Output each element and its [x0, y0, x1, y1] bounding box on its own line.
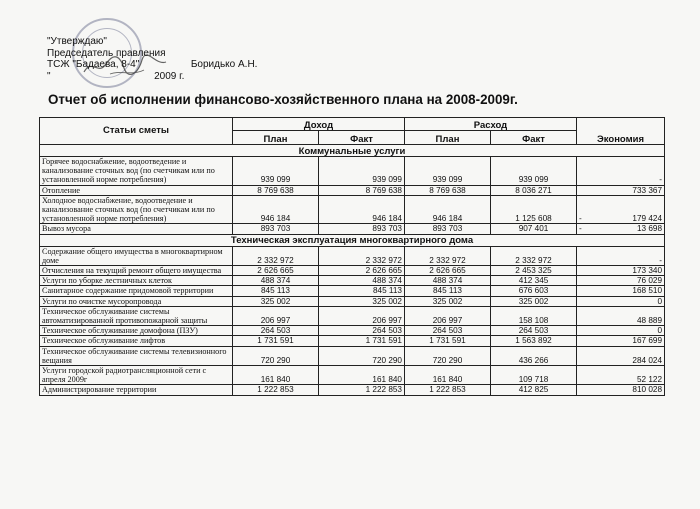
- income-fact-cell: 206 997: [319, 306, 405, 325]
- row-name: Отчисления на текущий ремонт общего имущества: [40, 266, 233, 276]
- economy-value: 179 424: [632, 214, 663, 224]
- economy-value: 168 510: [632, 286, 663, 296]
- expense-fact-cell: 158 108: [491, 306, 577, 325]
- income-plan-cell: 264 503: [233, 326, 319, 336]
- row-name: Техническое обслуживание домофона (ПЗУ): [40, 326, 233, 336]
- row-name: Холодное водоснабжение, водоотведение и канализование сточных вод (по счетчикам или по установленной норме потребления): [40, 195, 233, 224]
- income-fact-cell: 264 503: [319, 326, 405, 336]
- income-fact-cell: 946 184: [319, 195, 405, 224]
- economy-value: 0: [657, 326, 663, 336]
- expense-plan-cell: 264 503: [405, 326, 491, 336]
- row-name: Услуги по очистке мусоропровода: [40, 296, 233, 306]
- approval-date-line: [47, 71, 257, 83]
- economy-value: 284 024: [632, 355, 663, 365]
- economy-cell: [577, 326, 665, 336]
- expense-plan-cell: 161 840: [405, 366, 491, 385]
- table-row: [40, 276, 665, 286]
- income-fact-cell: 2 332 972: [319, 246, 405, 265]
- header-income-fact: Факт: [319, 131, 405, 145]
- income-plan-cell: 161 840: [233, 366, 319, 385]
- section-title: Коммунальные услуги: [40, 145, 665, 157]
- row-name: Услуги по уборке лестничных клеток: [40, 276, 233, 286]
- economy-value: 733 367: [632, 185, 663, 195]
- income-plan-cell: 206 997: [233, 306, 319, 325]
- approval-heading: "Утверждаю": [47, 36, 107, 47]
- expense-plan-cell: 8 769 638: [405, 185, 491, 195]
- header-expense-plan: План: [405, 131, 491, 145]
- expense-fact-cell: 8 036 271: [491, 185, 577, 195]
- table-row: [40, 296, 665, 306]
- expense-plan-cell: 2 332 972: [405, 246, 491, 265]
- table-row: [40, 306, 665, 325]
- economy-cell: [577, 276, 665, 286]
- row-name: Администрирование территории: [40, 385, 233, 395]
- economy-value: 76 029: [636, 276, 663, 286]
- economy-value: 810 028: [632, 385, 663, 395]
- table-row: [40, 346, 665, 365]
- income-plan-cell: 939 099: [233, 157, 319, 186]
- income-fact-cell: 939 099: [319, 157, 405, 186]
- economy-value: 0: [657, 296, 663, 306]
- page-title: Отчет об исполнении финансово-хозяйственного плана на 2008-2009г.: [48, 92, 518, 107]
- table-row: [40, 185, 665, 195]
- economy-value: 48 889: [636, 316, 663, 326]
- negative-sign: -: [579, 224, 582, 234]
- income-plan-cell: 1 731 591: [233, 336, 319, 346]
- row-name: Услуги городской радиотрансляционной сети с апреля 2009г: [40, 366, 233, 385]
- row-name: Санитарное содержание придомовой территории: [40, 286, 233, 296]
- table-row: [40, 336, 665, 346]
- table-row: [40, 366, 665, 385]
- expense-plan-cell: 893 703: [405, 224, 491, 234]
- approval-org: ТСЖ "Бадаева, 8-4": [47, 59, 140, 70]
- economy-cell: [577, 286, 665, 296]
- income-plan-cell: 2 332 972: [233, 246, 319, 265]
- income-plan-cell: 1 222 853: [233, 385, 319, 395]
- financial-report-table: [39, 117, 665, 396]
- income-fact-cell: 8 769 638: [319, 185, 405, 195]
- income-plan-cell: 8 769 638: [233, 185, 319, 195]
- approval-position: Председатель правления: [47, 47, 166, 59]
- economy-cell: [577, 185, 665, 195]
- expense-plan-cell: 2 626 665: [405, 266, 491, 276]
- income-fact-cell: 488 374: [319, 276, 405, 286]
- expense-plan-cell: 720 290: [405, 346, 491, 365]
- economy-value: 167 699: [632, 336, 663, 346]
- row-name: Техническое обслуживание лифтов: [40, 336, 233, 346]
- expense-fact-cell: 325 002: [491, 296, 577, 306]
- economy-value: -: [659, 255, 663, 265]
- expense-fact-cell: 109 718: [491, 366, 577, 385]
- expense-plan-cell: 488 374: [405, 276, 491, 286]
- section-title: Техническая эксплуатация многоквартирного дома: [40, 234, 665, 246]
- header-expense: Расход: [405, 118, 577, 131]
- approval-org-line: [47, 59, 257, 71]
- approval-signer: Боридько А.Н.: [190, 59, 258, 70]
- income-fact-cell: 325 002: [319, 296, 405, 306]
- economy-cell: [577, 366, 665, 385]
- table-row: [40, 385, 665, 395]
- expense-plan-cell: 845 113: [405, 286, 491, 296]
- table-row: [40, 326, 665, 336]
- approval-block: [47, 36, 257, 82]
- approval-date-quote: ": [47, 70, 51, 82]
- economy-cell: [577, 266, 665, 276]
- income-fact-cell: 845 113: [319, 286, 405, 296]
- expense-fact-cell: 2 332 972: [491, 246, 577, 265]
- table-row: [40, 286, 665, 296]
- table-row: [40, 266, 665, 276]
- economy-value: 52 122: [636, 375, 663, 385]
- economy-cell: [577, 195, 665, 224]
- row-name: Отопление: [40, 185, 233, 195]
- header-income: Доход: [233, 118, 405, 131]
- row-name: Горячее водоснабжение, водоотведение и канализование сточных вод (по счетчикам или по установленной норме потребления): [40, 157, 233, 186]
- expense-fact-cell: 1 563 892: [491, 336, 577, 346]
- income-fact-cell: 893 703: [319, 224, 405, 234]
- economy-value: 173 340: [632, 266, 663, 276]
- header-items: Статьи сметы: [40, 118, 233, 145]
- row-name: Техническое обслуживание системы телевизионного вещания: [40, 346, 233, 365]
- economy-cell: [577, 306, 665, 325]
- expense-plan-cell: 939 099: [405, 157, 491, 186]
- table-row: [40, 224, 665, 234]
- expense-fact-cell: 412 345: [491, 276, 577, 286]
- expense-plan-cell: 1 222 853: [405, 385, 491, 395]
- income-fact-cell: 1 222 853: [319, 385, 405, 395]
- approval-year: 2009 г.: [154, 70, 185, 82]
- economy-cell: [577, 246, 665, 265]
- header-economy: Экономия: [577, 118, 665, 145]
- income-plan-cell: 2 626 665: [233, 266, 319, 276]
- economy-cell: [577, 385, 665, 395]
- expense-fact-cell: 2 453 325: [491, 266, 577, 276]
- income-plan-cell: 325 002: [233, 296, 319, 306]
- income-plan-cell: 845 113: [233, 286, 319, 296]
- economy-cell: [577, 346, 665, 365]
- table-row: [40, 157, 665, 186]
- header-income-plan: План: [233, 131, 319, 145]
- expense-fact-cell: 676 603: [491, 286, 577, 296]
- economy-value: 13 698: [636, 224, 663, 234]
- expense-plan-cell: 206 997: [405, 306, 491, 325]
- row-name: Содержание общего имущества в многоквартирном доме: [40, 246, 233, 265]
- header-expense-fact: Факт: [491, 131, 577, 145]
- table-row: [40, 195, 665, 224]
- income-fact-cell: 2 626 665: [319, 266, 405, 276]
- economy-cell: [577, 157, 665, 186]
- income-plan-cell: 720 290: [233, 346, 319, 365]
- economy-cell: [577, 296, 665, 306]
- economy-cell: [577, 336, 665, 346]
- income-plan-cell: 893 703: [233, 224, 319, 234]
- income-fact-cell: 161 840: [319, 366, 405, 385]
- income-plan-cell: 946 184: [233, 195, 319, 224]
- row-name: Вывоз мусора: [40, 224, 233, 234]
- expense-fact-cell: 412 825: [491, 385, 577, 395]
- expense-fact-cell: 264 503: [491, 326, 577, 336]
- expense-fact-cell: 907 401: [491, 224, 577, 234]
- expense-plan-cell: 325 002: [405, 296, 491, 306]
- income-plan-cell: 488 374: [233, 276, 319, 286]
- negative-sign: -: [579, 214, 582, 224]
- income-fact-cell: 720 290: [319, 346, 405, 365]
- expense-fact-cell: 436 266: [491, 346, 577, 365]
- expense-fact-cell: 939 099: [491, 157, 577, 186]
- expense-plan-cell: 1 731 591: [405, 336, 491, 346]
- income-fact-cell: 1 731 591: [319, 336, 405, 346]
- expense-fact-cell: 1 125 608: [491, 195, 577, 224]
- table-row: [40, 246, 665, 265]
- economy-cell: [577, 224, 665, 234]
- economy-value: -: [659, 175, 663, 185]
- row-name: Техническое обслуживание системы автоматизированной противопожарной защиты: [40, 306, 233, 325]
- expense-plan-cell: 946 184: [405, 195, 491, 224]
